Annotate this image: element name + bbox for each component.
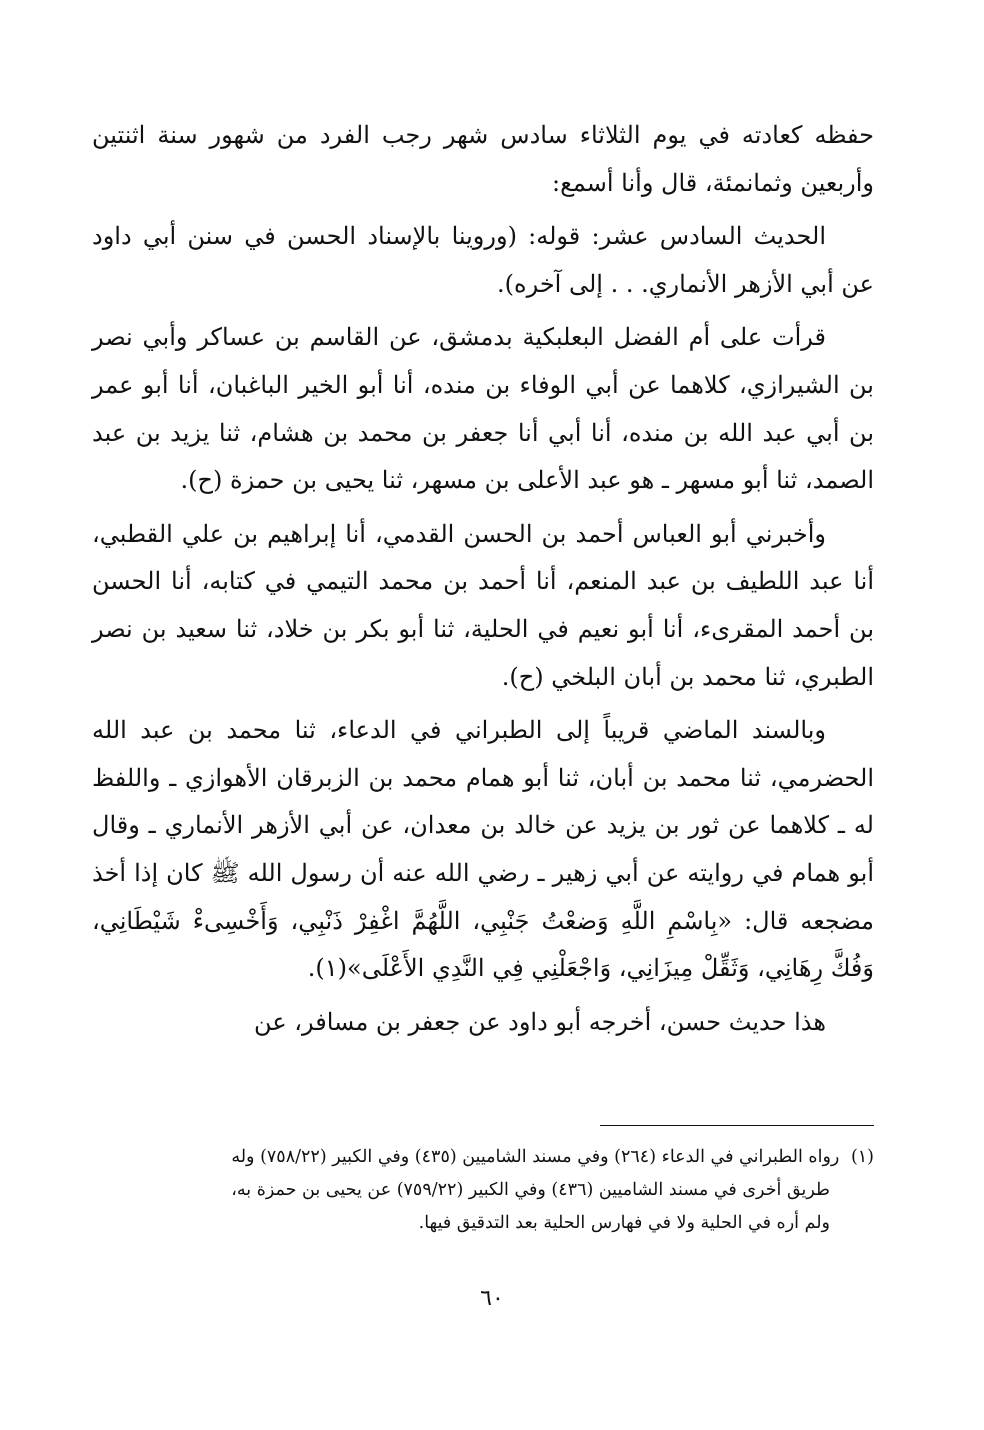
paragraph-opening: حفظه كعادته في يوم الثلاثاء سادس شهر رجب الفرد من شهور سنة اثنتين وأربعين وثمانمئة، قال وأنا أسمع: bbox=[92, 121, 874, 197]
footnote-line-3: ولم أره في الحلية ولا في فهارس الحلية بعد التدقيق فيها. bbox=[418, 1213, 830, 1233]
paragraph-isnad-first: قرأت على أم الفضل البعلبكية بدمشق، عن القاسم بن عساكر وأبي نصر بن الشيرازي، كلاهما عن أبي الوفاء بن منده، أنا أبو الخير الباغبان، أنا أبو عمر بن أبي عبد الله بن منده، أنا أبي أنا جعفر بن محمد بن هشام، ثنا يزيد بن عبد الصمد، ثنا أبو مسهر ـ هو عبد الأعلى بن مسهر، ثنا يحيى بن حمزة (ح). bbox=[92, 323, 875, 495]
paragraph-isnad-third: وبالسند الماضي قريباً إلى الطبراني في الدعاء، ثنا محمد بن عبد الله الحضرمي، ثنا محمد بن أبان، ثنا أبو همام محمد بن الزبرقان الأهوازي ـ واللفظ له ـ كلاهما عن ثور بن يزيد عن خالد بن معدان، عن أبي الأزهر الأنماري ـ وقال أبو همام في روايته عن أبي زهير ـ رضي الله عنه أن رسول الله ﷺ كان إذا أخذ مضجعه قال: «بِاسْمِ اللَّهِ وَضعْتُ جَنْبِي، اللَّهُمَّ اغْفِرْ ذَنْبِي، وَأَخْسِىءْ شَيْطَانِي، وَفُكَّ رِهَانِي، وَثَقِّلْ مِيزَانِي، وَاجْعَلْنِي فِي النَّدِي الأَعْلَى»(١). bbox=[92, 716, 874, 983]
footnote-separator bbox=[600, 1125, 874, 1126]
paragraph-grading: هذا حديث حسن، أخرجه أبو داود عن جعفر بن مسافر، عن bbox=[254, 1007, 826, 1036]
paragraph-hadith-sixteen: الحديث السادس عشر: قوله: (وروينا بالإسناد الحسن في سنن أبي داود عن أبي الأزهر الأنماري. . . إلى آخره). bbox=[92, 222, 874, 298]
footnote-text-1: رواه الطبراني في الدعاء (٢٦٤) وفي مسند الشاميين (٤٣٥) وفي الكبير (٧٥٨/٢٢) وله bbox=[231, 1147, 840, 1167]
paragraph-isnad-second: وأخبرني أبو العباس أحمد بن الحسن القدمي، أنا إبراهيم بن علي القطبي، أنا عبد اللطيف بن عبد المنعم، أنا أحمد بن محمد التيمي في كتابه، أنا الحسن بن أحمد المقرىء، أنا أبو نعيم في الحلية، ثنا أبو بكر بن خلاد، ثنا سعيد بن نصر الطبري، ثنا محمد بن أبان البلخي (ح). bbox=[92, 519, 874, 691]
main-text bbox=[92, 112, 874, 1052]
footnote-number: (١) bbox=[850, 1147, 874, 1167]
footnote bbox=[92, 1141, 874, 1240]
page-number: ٦٠ bbox=[480, 1286, 504, 1311]
footnote-line-1 bbox=[92, 1141, 874, 1174]
footnote-line-2: طريق أخرى في مسند الشاميين (٤٣٦) وفي الكبير (٧٥٩/٢٢) عن يحيى بن حمزة به، bbox=[231, 1180, 830, 1200]
